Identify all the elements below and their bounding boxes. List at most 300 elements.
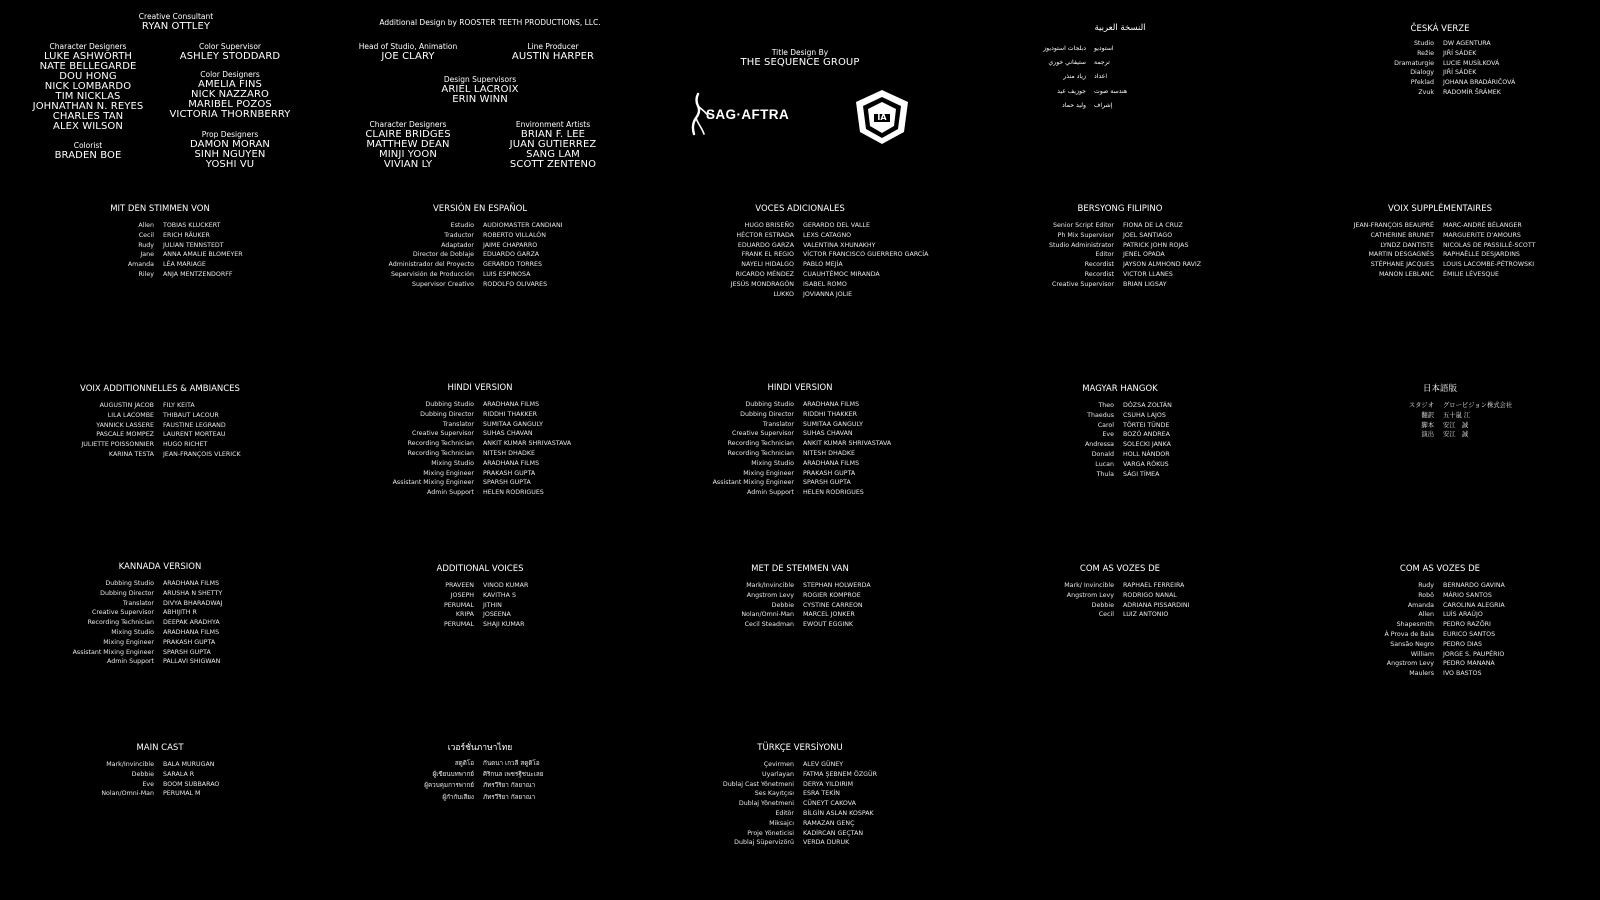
credit-name: LUCIE MUSÍLKOVÁ: [1443, 59, 1500, 67]
credit-name: HELEN RODRIGUES: [803, 489, 864, 497]
credit-name: VICTORIA THORNBERRY: [169, 109, 291, 120]
iatse-logo-text: IA: [877, 113, 887, 122]
credit-name: EDUARDO GARZA: [737, 241, 794, 249]
credit-name: HUGO RICHET: [163, 441, 208, 449]
french-voix-supplementaires-title: VOIX SUPPLÉMENTAIRES: [1388, 204, 1492, 214]
credit-role: Amanda: [127, 261, 154, 269]
credit-role: Theo: [1098, 402, 1114, 409]
credit-name: JORGE S. PAUPÉRIO: [1443, 650, 1505, 658]
credit-row: [960, 440, 1280, 450]
credit-role: Recording Technician: [87, 619, 154, 627]
credit-color-designers: [150, 70, 310, 120]
credit-row: [640, 400, 960, 410]
credit-name: GERARDO TORRES: [483, 261, 542, 269]
credit-role: Dublaj Yönetmeni: [738, 800, 794, 808]
credit-name: ANNA AMALIE BLOMEYER: [163, 251, 243, 259]
credit-name: ISABEL ROMO: [803, 280, 847, 288]
credit-name: ARUSHA N SHETTY: [163, 589, 223, 597]
credit-name: JOHANA BRADÁRIČOVÁ: [1443, 79, 1516, 87]
credit-name: MARGUERITE D'AMOURS: [1443, 231, 1521, 239]
credit-row: [640, 838, 960, 848]
credit-name: RODRIGO NANAL: [1123, 591, 1177, 599]
credit-name: JOSEENA: [483, 611, 511, 619]
credit-row: [960, 221, 1280, 231]
credit-name: JULIAN TENNSTEDT: [163, 241, 224, 249]
credit-name: HÉCTOR ESTRADA: [736, 231, 794, 239]
credit-name: VARGA RÓKUS: [1123, 460, 1169, 468]
credit-name: TIM NICKLAS: [55, 91, 121, 102]
credit-name: MANON LEBLANC: [1379, 270, 1434, 278]
credit-name: PRAVEEN: [445, 582, 474, 589]
credit-name: LOUIS LACOMBE-PÉTROWSKI: [1443, 261, 1535, 269]
credit-row: [1280, 610, 1600, 620]
credit-role: Line Producer: [527, 42, 579, 51]
credit-name: JIŘÍ SÁDEK: [1443, 49, 1477, 57]
german-version-title: MIT DEN STIMMEN VON: [110, 204, 210, 214]
credit-name: LUIZ ANTONIO: [1123, 611, 1169, 619]
credit-row: [0, 780, 320, 790]
credit-role: Sansão Negro: [1390, 640, 1434, 648]
credit-role: Recordist: [1084, 270, 1114, 278]
credit-name: BERNARDO GAVINA: [1443, 582, 1505, 589]
credit-name: JEAN-FRANÇOIS BEAUPRÉ: [1353, 222, 1434, 229]
credit-row: [320, 280, 640, 290]
credit-role: Recording Technician: [407, 440, 474, 448]
credit-role: Uyarlayan: [762, 770, 794, 778]
credit-name: IVO BASTOS: [1443, 670, 1482, 678]
credit-row: [640, 478, 960, 488]
credit-name: RYAN OTTLEY: [141, 21, 211, 32]
credit-name: RODOLFO OLIVARES: [483, 280, 548, 288]
credit-role: Mixing Engineer: [103, 638, 154, 646]
credit-role: Editör: [775, 809, 794, 817]
credit-character-designers: [8, 42, 168, 132]
credit-row: [640, 469, 960, 479]
credit-role: Cecil Steadman: [744, 621, 794, 629]
credit-row: [320, 620, 640, 630]
credit-role: 脚本: [1421, 421, 1434, 429]
credit-name: BOZÓ ANDREA: [1123, 431, 1170, 439]
credit-role: اعداد: [1094, 73, 1108, 81]
credit-row: [320, 400, 640, 410]
kannada-version-block: [0, 561, 320, 667]
credit-row: [0, 411, 320, 421]
credit-row: [1280, 581, 1600, 591]
credit-role: Amanda: [1407, 601, 1434, 609]
credit-name: زياد منذر: [1063, 73, 1086, 81]
credit-role: Eve: [142, 780, 154, 788]
credit-role: Rudy: [138, 241, 154, 249]
credit-role: Dubbing Director: [420, 410, 474, 418]
credit-role: Creative Consultant: [138, 12, 214, 21]
credit-row: [320, 581, 640, 591]
credit-role: Estudio: [450, 222, 474, 229]
credit-role: Admin Support: [747, 489, 794, 497]
credit-row: [0, 270, 320, 280]
credit-role: Mark/Invincible: [746, 582, 794, 589]
credit-name: MATTHEW DEAN: [366, 139, 450, 150]
credit-row: [640, 620, 960, 630]
credit-row: [1280, 650, 1600, 660]
credit-name: SUMITAA GANGULY: [803, 420, 863, 428]
kannada-version-title: KANNADA VERSION: [118, 562, 202, 572]
credit-role: Editor: [1095, 251, 1114, 259]
credit-name: 安江 誠: [1443, 421, 1469, 429]
credit-role: Admin Support: [107, 658, 154, 666]
credit-row: [1280, 49, 1600, 59]
credit-name: JAYSON ALMHOND RAVIZ: [1123, 261, 1202, 269]
credit-role: Thaedus: [1087, 411, 1114, 419]
credit-name: LILA LACOMBE: [107, 411, 154, 419]
credit-row: [1280, 630, 1600, 640]
credit-name: KADİRCAN GEÇTAN: [803, 829, 864, 837]
credit-role: Head of Studio, Animation: [358, 42, 458, 51]
credit-role: Studio Administrator: [1049, 241, 1114, 249]
credit-name: SUMITAA GANGULY: [483, 420, 543, 428]
credit-row: [320, 260, 640, 270]
credit-row: [640, 770, 960, 780]
credit-name: 五十嵐 江: [1443, 411, 1471, 419]
credit-row: [0, 789, 320, 799]
thai-version-title: เวอร์ชั่นภาษาไทย: [447, 743, 513, 753]
voces-adicionales-title: VOCES ADICIONALES: [755, 204, 845, 214]
credit-name: AUSTIN HARPER: [511, 51, 595, 62]
credit-name: CATHERINE BRUNET: [1370, 231, 1434, 239]
credit-role: Angstrom Levy: [746, 591, 794, 599]
credit-name: YOSHI VU: [205, 159, 255, 170]
dutch-version-block: [640, 563, 960, 630]
credit-role: Nolan/Omni-Man: [741, 611, 794, 619]
credit-name: STEPHAN HOLWERDA: [803, 582, 871, 589]
credit-role: Debbie: [1091, 601, 1114, 609]
credit-row: [320, 459, 640, 469]
credit-name: EWOUT EGGINK: [803, 621, 854, 629]
credit-role: 翻訳: [1421, 411, 1434, 419]
credit-role: ผู้ควบคุมการพากย์: [424, 782, 474, 790]
credit-role: Recording Technician: [727, 449, 794, 457]
credit-row: [1280, 421, 1600, 431]
credit-row: [640, 780, 960, 790]
credit-name: ภัทรวีริยา กัลยาณา: [483, 793, 536, 801]
spanish-version-block: [320, 203, 640, 290]
credit-row: [960, 231, 1280, 241]
credit-role: Traductor: [444, 231, 474, 239]
credit-name: KARINA TESTA: [108, 450, 154, 458]
credit-name: ALEV GÜNEY: [803, 761, 844, 768]
credit-name: FAUSTINE LEGRAND: [163, 421, 226, 429]
credit-name: HUGO BRISEÑO: [744, 222, 794, 229]
main-cast-title: MAIN CAST: [136, 743, 184, 753]
credit-name: HELEN RODRIGUES: [483, 489, 544, 497]
credit-row: [320, 601, 640, 611]
credit-name: 安江 誠: [1443, 431, 1469, 439]
credit-name: PERUMAL M: [163, 790, 201, 798]
credit-role: Cecil: [138, 231, 154, 239]
credit-name: DIVYA BHARADWAJ: [163, 599, 223, 607]
credit-head-of-studio: [328, 42, 488, 62]
credit-row: [320, 250, 640, 260]
credit-role: Mixing Engineer: [743, 469, 794, 477]
credit-name: AMELIA FINS: [198, 79, 262, 90]
credit-row: [640, 829, 960, 839]
credit-role: Translator: [762, 420, 794, 428]
credit-row: [640, 449, 960, 459]
credit-row: [960, 601, 1280, 611]
credit-row: [1280, 231, 1600, 241]
credit-name: MÁRIO SANTOS: [1443, 591, 1492, 599]
credit-name: JESÚS MONDRAGÓN: [730, 280, 794, 288]
credit-name: MINJI YOON: [379, 149, 437, 160]
credit-name: LAURENT MORTEAU: [163, 431, 226, 439]
credit-name: SARALA R: [163, 770, 195, 778]
credit-row: [640, 488, 960, 498]
credit-name: MARC-ANDRÉ BÉLANGER: [1443, 222, 1522, 229]
credit-name: SOLECKI JANKA: [1123, 441, 1171, 449]
filipino-version-block: [960, 203, 1280, 290]
credit-role: Design Supervisors: [443, 75, 517, 84]
credit-role: Character Designers: [49, 42, 127, 51]
credit-row: [0, 638, 320, 648]
credit-role: Cecil: [1098, 611, 1114, 619]
credit-role: Adaptador: [441, 241, 474, 249]
credit-row: [960, 470, 1280, 480]
credit-role: Zvuk: [1418, 88, 1434, 96]
credit-name: DAMON MORAN: [190, 139, 270, 150]
credit-role: Dubbing Director: [100, 589, 154, 597]
credit-row: [320, 769, 640, 780]
credit-row: [960, 250, 1280, 260]
credit-name: TOBIAS KLUCKERT: [163, 222, 221, 229]
credit-row: [320, 429, 640, 439]
japanese-version-title: 日本語版: [1422, 384, 1457, 394]
credit-name: ARADHANA FILMS: [163, 628, 220, 636]
iatse-logo: [854, 88, 910, 146]
credit-name: JUAN GUTIERREZ: [509, 139, 597, 150]
credit-row: [1040, 42, 1200, 56]
credit-name: STÉPHANE JACQUES: [1370, 261, 1434, 269]
credit-rt-character-designers: [328, 120, 488, 170]
credit-row: [320, 439, 640, 449]
credit-role: 演出: [1421, 431, 1434, 439]
credit-role: Angstrom Levy: [1386, 660, 1434, 668]
credit-row: [320, 270, 640, 280]
hindi-version-block: [640, 382, 960, 498]
credit-name: ASHLEY STODDARD: [179, 51, 281, 62]
credit-role: Mixing Studio: [111, 628, 154, 636]
credit-name: ANJA MENTZENDORFF: [163, 270, 233, 278]
credit-row: [960, 411, 1280, 421]
credit-row: [0, 421, 320, 431]
credit-name: SÁGI TÍMEA: [1123, 470, 1160, 478]
credit-name: TÖRTEI TÜNDE: [1123, 421, 1170, 429]
credit-name: JITHIN: [483, 601, 502, 609]
credit-role: Color Designers: [200, 70, 260, 79]
credit-row: [0, 608, 320, 618]
credit-row: [320, 231, 640, 241]
credit-name: FIONA DE LA CRUZ: [1123, 222, 1183, 229]
credit-name: FRANK EL REGIO: [741, 251, 794, 259]
credit-role: Dublaj Süpervizörü: [734, 839, 794, 847]
credit-name: VERDA DURUK: [803, 839, 850, 847]
credit-row: [1040, 85, 1200, 99]
credit-row: [640, 429, 960, 439]
credit-row: [320, 488, 640, 498]
credit-row: [960, 270, 1280, 280]
portuguese-version-title: COM AS VOZES DE: [1079, 564, 1161, 574]
credit-row: [640, 809, 960, 819]
credit-role: Color Supervisor: [198, 42, 262, 51]
credit-row: [320, 241, 640, 251]
credit-row: [640, 610, 960, 620]
credit-row: [320, 420, 640, 430]
credit-name: VÍCTOR FRANCISCO GUERRERO GARCÍA: [803, 251, 929, 259]
credit-row: [0, 260, 320, 270]
credit-name: RADOMÍR ŠRÁMEK: [1443, 88, 1501, 96]
credit-name: RIDDHI THAKKER: [483, 410, 538, 418]
credit-role: Dramaturgie: [1394, 59, 1434, 67]
credit-name: CAROLINA ALEGRIA: [1443, 601, 1505, 609]
sag-aftra-wordmark: SAG·AFTRA: [706, 107, 790, 122]
credit-row: [0, 250, 320, 260]
credit-role: Lucan: [1095, 460, 1114, 468]
additional-voices-title: ADDITIONAL VOICES: [436, 564, 524, 574]
credit-row: [320, 221, 640, 231]
credit-name: PEDRO RAZÕRI: [1443, 621, 1491, 629]
credit-row: [1280, 659, 1600, 669]
credit-name: RICARDO MÉNDEZ: [735, 270, 794, 278]
credit-name: NATE BELLEGARDE: [39, 61, 137, 72]
credit-row: [1280, 241, 1600, 251]
portuguese-version-block: [960, 563, 1280, 620]
credit-role: Dublaj Cast Yönetmeni: [722, 780, 794, 788]
credit-role: Sepervisión de Producción: [390, 270, 474, 278]
credit-role: Carol: [1097, 421, 1114, 429]
credit-role: Angstrom Levy: [1066, 591, 1114, 599]
credit-role: Admin Support: [427, 489, 474, 497]
credit-name: CÜNEYT CAKOVA: [803, 800, 856, 808]
credit-row: [0, 241, 320, 251]
credit-color-supervisor: [150, 42, 310, 62]
credit-name: NICK LOMBARDO: [44, 81, 132, 92]
credit-name: MARCEL JONKER: [803, 611, 855, 619]
credit-role: ผู้กำกับเสียง: [442, 793, 474, 801]
credit-row: [640, 270, 960, 280]
credit-row: [1040, 99, 1200, 113]
credit-name: YANNICK LASSERE: [96, 421, 154, 429]
credit-name: BALA MURUGAN: [163, 761, 215, 768]
credit-role: إشراف: [1094, 101, 1113, 109]
additional-voices-block: [320, 563, 640, 630]
credit-role: Mark/Invincible: [106, 761, 154, 768]
credit-row: [1280, 411, 1600, 421]
czech-version-title: ČESKÁ VERZE: [1410, 24, 1470, 34]
credit-row: [1280, 669, 1600, 679]
credit-role: Creative Supervisor: [731, 430, 794, 438]
credit-name: LUIS ESPINOSA: [483, 270, 531, 278]
credit-role: Assistant Mixing Engineer: [72, 648, 154, 656]
credit-role: À Prova de Bala: [1384, 630, 1434, 638]
credit-row: [0, 648, 320, 658]
credit-row: [1280, 78, 1600, 88]
credit-name: BRIAN LIGSAY: [1123, 280, 1167, 288]
credit-name: THIBAUT LACOUR: [163, 411, 219, 419]
credit-row: [960, 591, 1280, 601]
credit-role: Assistant Mixing Engineer: [712, 479, 794, 487]
credit-role: Překlad: [1410, 79, 1434, 87]
credit-creative-consultant: [96, 12, 256, 32]
credit-name: SCOTT ZENTENO: [509, 159, 597, 170]
credit-role: Maulers: [1409, 670, 1434, 678]
credit-row: [0, 401, 320, 411]
credit-role: Nolan/Omni-Man: [101, 790, 154, 798]
credit-role: Donald: [1091, 450, 1114, 458]
credit-name: DOU HONG: [59, 71, 117, 82]
credit-role: Mixing Engineer: [423, 469, 474, 477]
credit-role: Çevirmen: [763, 761, 794, 768]
credit-row: [640, 280, 960, 290]
dutch-version-title: MET DE STEMMEN VAN: [751, 564, 849, 574]
credit-name: ABHIJITH R: [163, 609, 197, 617]
credit-row: [320, 758, 640, 769]
credit-row: [960, 421, 1280, 431]
credit-name: SINH NGUYEN: [194, 149, 266, 160]
credit-name: DÓZSA ZOLTÁN: [1123, 402, 1172, 409]
credit-row: [960, 280, 1280, 290]
credit-row: [320, 449, 640, 459]
credit-row: [1280, 39, 1600, 49]
credit-name: JULIETTE POISSONNIER: [81, 441, 154, 449]
credit-row: [640, 591, 960, 601]
credit-role: Recordist: [1084, 261, 1114, 269]
spanish-version-title: VERSIÓN EN ESPAÑOL: [432, 204, 528, 214]
credit-name: BRADEN BOE: [54, 150, 122, 161]
credit-name: THE SEQUENCE GROUP: [740, 57, 860, 68]
credit-row: [0, 579, 320, 589]
credit-name: PATRICK JOHN ROJAS: [1123, 241, 1189, 249]
credit-row: [320, 780, 640, 791]
credit-name: ÉMILIE LÉVESQUE: [1443, 270, 1499, 278]
credit-role: Andressa: [1084, 441, 1114, 449]
credit-design-supervisors: [400, 75, 560, 105]
credit-role: Allen: [1418, 611, 1434, 619]
credit-name: DEEPAK ARADHYA: [163, 619, 220, 627]
credit-name: NAYELI HIDALGO: [741, 261, 794, 269]
credit-name: ROBERTO VILLALÓN: [483, 231, 546, 239]
credit-name: PEDRO MANANA: [1443, 660, 1495, 668]
credit-name: RAPHAEL FERREIRA: [1123, 582, 1185, 589]
credit-name: ERIN WINN: [452, 94, 508, 105]
credit-name: ARADHANA FILMS: [803, 459, 860, 467]
french-ambiances-block: [0, 383, 320, 460]
credit-name: JEAN-FRANÇOIS VLERICK: [163, 450, 241, 458]
voces-adicionales-block: [640, 203, 960, 299]
credit-row: [0, 231, 320, 241]
credit-role: Recording Technician: [407, 449, 474, 457]
french-voix-supplementaires-block: [1280, 203, 1600, 280]
credit-name: ESRA TEKİN: [803, 790, 840, 798]
credit-name: ANKIT KUMAR SHRIVASTAVA: [803, 440, 892, 448]
credit-environment-artists: [473, 120, 633, 170]
credit-name: DW AGENTURA: [1443, 40, 1491, 47]
credit-role: ترجمة: [1094, 59, 1110, 67]
credit-row: [640, 789, 960, 799]
credit-role: Recording Technician: [727, 440, 794, 448]
credit-row: [0, 450, 320, 460]
german-version-block: [0, 203, 320, 280]
credit-name: FATMA ŞEBNEM ÖZGÜR: [803, 770, 878, 778]
hungarian-version-title: MAGYAR HANGOK: [1082, 384, 1158, 394]
credit-row: [640, 439, 960, 449]
